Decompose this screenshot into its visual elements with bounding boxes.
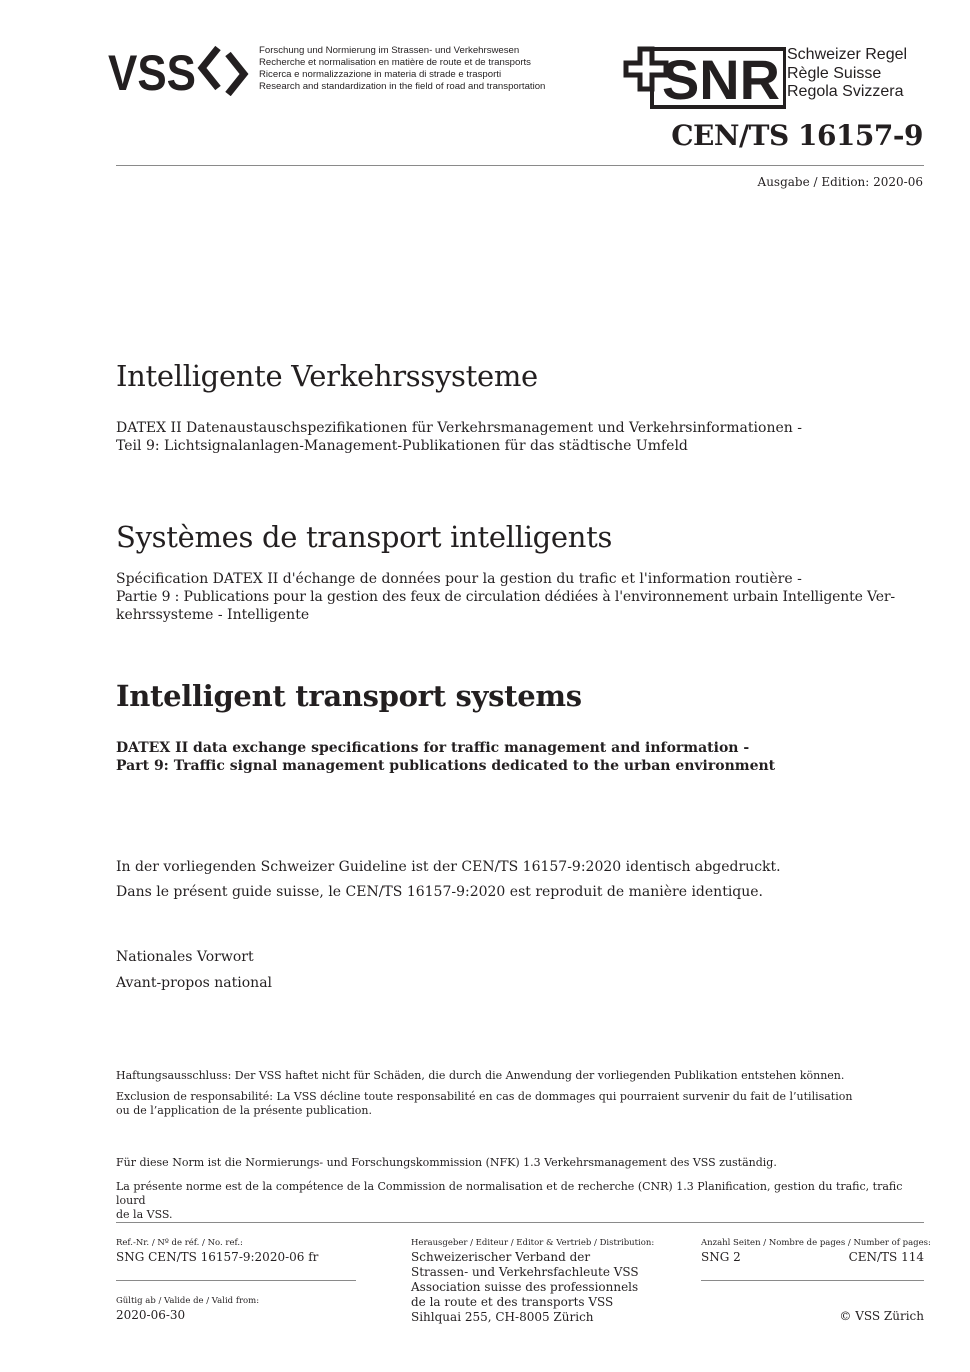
title-french: Systèmes de transport intelligents [116, 520, 613, 554]
edition-date: Ausgabe / Edition: 2020-06 [757, 175, 923, 189]
disclaimer-line: ou de l’application de la présente publication. [116, 1104, 372, 1117]
snr-logo-text: SNR [662, 48, 780, 111]
subtitle-line: Part 9: Traffic signal management publications dedicated to the urban environment [116, 758, 776, 774]
ref-value: SNG CEN/TS 16157-9:2020-06 fr [116, 1250, 319, 1264]
publisher-address [411, 1250, 639, 1325]
standard-number: CEN/TS 16157-9 [671, 119, 923, 152]
commission-german: Für diese Norm ist die Normierungs- und Forschungskommission (NFK) 1.3 Verkehrsmanagement des VSS zuständig. [116, 1156, 777, 1169]
commission-line: de la VSS. [116, 1208, 173, 1221]
disclaimer-german: Haftungsausschluss: Der VSS haftet nicht für Schäden, die durch die Anwendung der vorliegenden Publikation entstehen können. [116, 1069, 845, 1082]
subtitle-french [116, 570, 916, 624]
vss-logo-text: VSS [108, 45, 196, 96]
snr-name-line: Regola Svizzera [787, 83, 904, 100]
subtitle-german [116, 419, 916, 455]
subtitle-line: Spécification DATEX II d'échange de données pour la gestion du trafic et l'information routière - [116, 571, 802, 587]
pages-cen: CEN/TS 114 [848, 1250, 924, 1264]
ref-label: Ref.-Nr. / Nº de réf. / No. ref.: [116, 1238, 243, 1248]
vss-tagline-line: Ricerca e normalizzazione in materia di strade e trasporti [259, 69, 502, 80]
valid-label: Gültig ab / Valide de / Valid from: [116, 1296, 260, 1306]
commission-line: La présente norme est de la compétence de la Commission de normalisation et de recherche (CNR) 1.3 Planification, gestion du trafic, trafic lourd [116, 1180, 903, 1207]
foreword-french: Avant-propos national [116, 975, 273, 991]
vss-chevron-right-icon [228, 54, 244, 94]
snr-name-line: Schweizer Regel [787, 46, 908, 63]
snr-logo [618, 45, 786, 111]
publisher-line: Sihlquai 255, CH-8005 Zürich [411, 1310, 594, 1324]
disclaimer-line: Exclusion de responsabilité: La VSS décline toute responsabilité en cas de dommages qui pourraient survenir du fait de l’utilisation [116, 1090, 853, 1103]
subtitle-line: DATEX II Datenaustauschspezifikationen für Verkehrsmanagement und Verkehrsinformationen - [116, 420, 802, 436]
publisher-line: Strassen- und Verkehrsfachleute VSS [411, 1265, 639, 1279]
pages-label: Anzahl Seiten / Nombre de pages / Number of pages: [701, 1238, 931, 1248]
vss-tagline-line: Recherche et normalisation en matière de route et de transports [259, 57, 531, 68]
subtitle-line: Teil 9: Lichtsignalanlagen-Management-Publikationen für das städtische Umfeld [116, 438, 688, 454]
publisher-label: Herausgeber / Editeur / Editor & Vertrieb / Distribution: [411, 1238, 655, 1248]
title-english: Intelligent transport systems [116, 679, 582, 713]
header-divider [116, 165, 924, 166]
publisher-line: Association suisse des professionnels [411, 1280, 639, 1294]
vss-tagline-line: Forschung und Normierung im Strassen- und Verkehrswesen [259, 45, 520, 56]
identity-note-french: Dans le présent guide suisse, le CEN/TS 16157-9:2020 est reproduit de manière identique. [116, 884, 764, 900]
publisher-line: de la route et des transports VSS [411, 1295, 614, 1309]
title-german: Intelligente Verkehrssysteme [116, 359, 538, 393]
swiss-cross-icon [626, 49, 666, 89]
vss-tagline [259, 45, 545, 93]
identity-note-german: In der vorliegenden Schweizer Guideline ist der CEN/TS 16157-9:2020 identisch abgedruckt. [116, 859, 781, 875]
snr-name-line: Règle Suisse [787, 64, 882, 82]
vss-tagline-line: Research and standardization in the field of road and transportation [259, 81, 546, 92]
disclaimer-french [116, 1090, 924, 1118]
pages-divider [701, 1280, 924, 1281]
commission-french [116, 1180, 924, 1222]
subtitle-line: DATEX II data exchange specifications for traffic management and information - [116, 740, 750, 756]
subtitle-english [116, 739, 916, 775]
valid-value: 2020-06-30 [116, 1308, 186, 1322]
foreword-german: Nationales Vorwort [116, 949, 254, 965]
footer-divider [116, 1222, 924, 1223]
pages-sng: SNG 2 [701, 1250, 741, 1264]
copyright: © VSS Zürich [839, 1309, 924, 1323]
subtitle-line: Partie 9 : Publications pour la gestion des feux de circulation dédiées à l'environnement urbain Intelligente Ver- [116, 589, 895, 605]
publisher-line: Schweizerischer Verband der [411, 1250, 591, 1264]
snr-name [787, 46, 907, 102]
vss-logo [108, 44, 250, 96]
vss-chevron-left-icon [202, 48, 218, 88]
subtitle-line: kehrssysteme - Intelligente [116, 607, 310, 623]
ref-divider [116, 1280, 356, 1281]
